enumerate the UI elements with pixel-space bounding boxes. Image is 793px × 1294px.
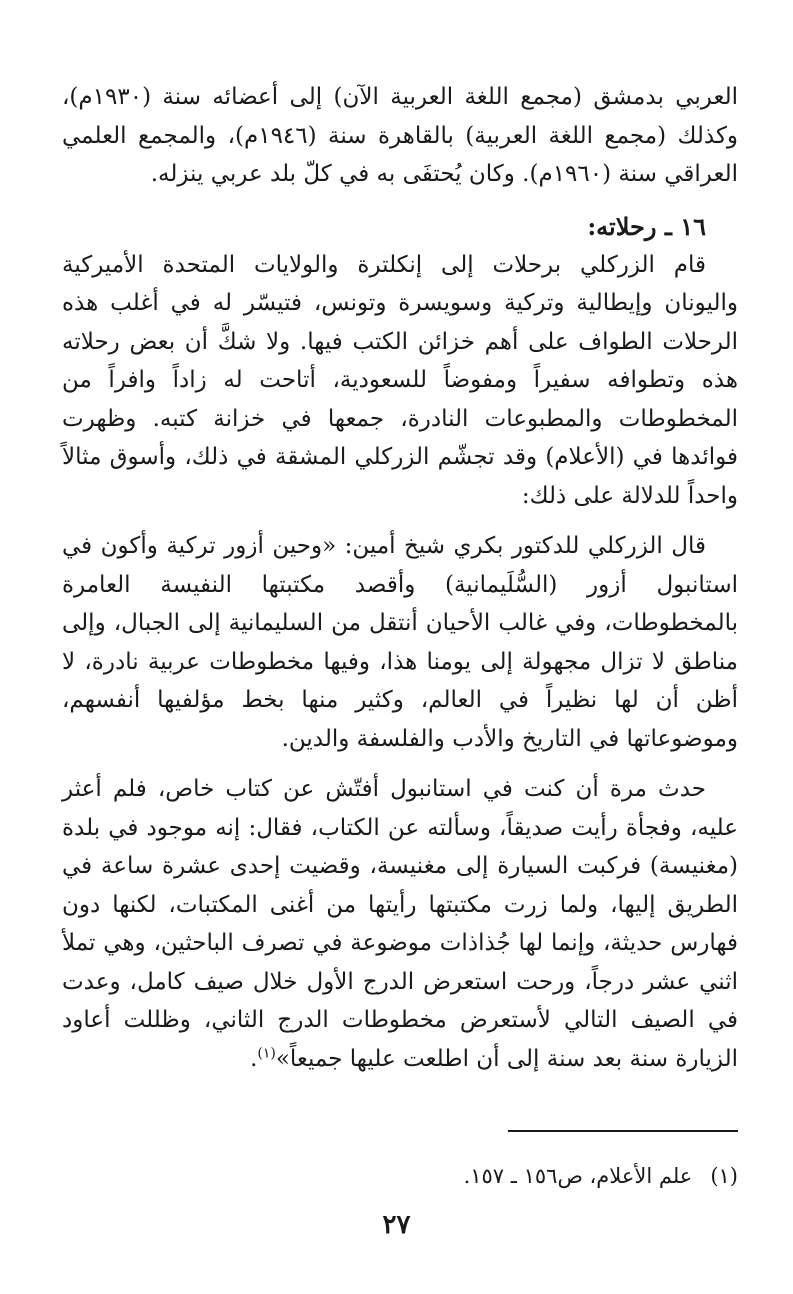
quote-paragraph-2-text: حدث مرة أن كنت في استانبول أفتّش عن كتاب خاص، فلم أعثر عليه، وفجأة رأيت صديقاً، وسألته عن الكتاب، فقال: إنه موجود في بلدة (مغنيسة) فركبت السيارة إلى مغنيسة، وقضيت إحدى عشرة ساعة في الطريق إليها، ولما زرت مكتبتها رأيتها من أغنى المكتبات، لكنها دون فهارس حديثة، وإنما لها جُذاذات موضوعة في تصرف الباحثين، وهي تملأ اثني عشر درجاً، ورحت استعرض الدرج الأول خلال صيف كامل، وعدت في الصيف التالي لأستعرض مخطوطات الدرج الثاني، وظللت أعاود الزيارة سنة بعد سنة إلى أن اطلعت عليها جميعاً» <box>62 776 738 1072</box>
page-body <box>62 78 738 1078</box>
intro-paragraph <box>62 78 738 194</box>
section-heading: ١٦ ـ رحلاته: <box>587 211 706 241</box>
footnote-text: علم الأعلام، ص١٥٦ ـ ١٥٧. <box>463 1164 693 1188</box>
travels-paragraph: قام الزركلي برحلات إلى إنكلترة والولايات المتحدة الأميركية واليونان وإيطالية وتركية وسويسرة وتونس، فتيسّر له في أغلب هذه الرحلات الطواف على أهم خزائن الكتب فيها. ولا شكَّ أن بعض رحلاته هذه وتطوافه سفيراً ومفوضاً للسعودية، أتاحت له زاداً وافراً من المخطوطات والمطبوعات النادرة، جمعها في خزانة كتبه. وظهرت فوائدها في (الأعلام) وقد تجشّم الزركلي المشقة في ذلك، وأسوق مثالاً واحداً للدلالة على ذلك: <box>62 251 738 509</box>
footnote-divider <box>508 1130 738 1132</box>
footnote-marker: (١) <box>257 1044 276 1061</box>
quote-end: . <box>250 1045 258 1072</box>
quote-paragraph-2 <box>62 770 738 1078</box>
footnote <box>62 1160 738 1192</box>
intro-paragraph-text: العربي بدمشق (مجمع اللغة العربية الآن) إلى أعضائه سنة (١٩٣٠م)، وكذلك (مجمع اللغة العربية) بالقاهرة سنة (١٩٤٦م)، والمجمع العلمي العراقي سنة (١٩٦٠م). وكان يُحتفَى به في كلّ بلد عربي ينزله. <box>62 84 738 187</box>
quote-paragraph-1: قال الزركلي للدكتور بكري شيخ أمين: «وحين أزور تركية وأكون في استانبول أزور (السُّلَيمانية) وأقصد مكتبتها النفيسة العامرة بالمخطوطات، وفي غالب الأحيان أنتقل من السليمانية إلى الجبال، وإلى مناطق لا تزال مجهولة إلى يومنا هذا، وفيها مخطوطات عربية نادرة، لا أظن أن لها نظيراً في العالم، وكثير منها بخط مؤلفيها أنفسهم، وموضوعاتها في التاريخ والأدب والفلسفة والدين. <box>62 533 738 752</box>
page-number: ٢٧ <box>382 1210 411 1240</box>
footnote-number: (١) <box>710 1164 738 1188</box>
